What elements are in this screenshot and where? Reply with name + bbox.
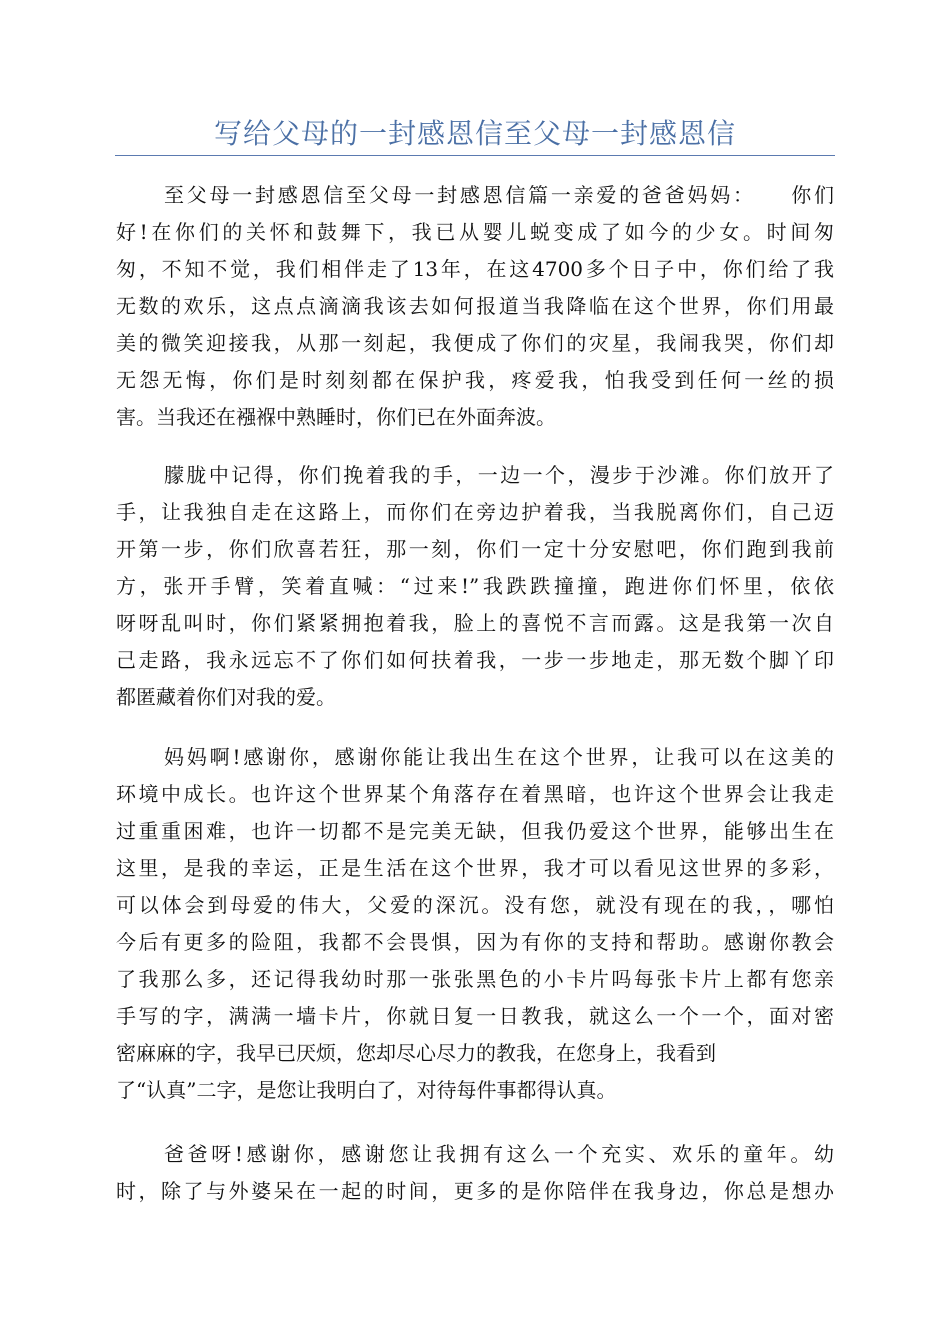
text-line: 匆，不知不觉，我们相伴走了13年，在这4700多个日子中，你们给了我	[116, 257, 834, 281]
text-line: 美的微笑迎接我，从那一刻起，我便成了你们的灾星，我闹我哭，你们却	[116, 331, 834, 355]
text-line: 爸爸呀!感谢你，感谢您让我拥有这么一个充实、欢乐的童年。幼	[164, 1142, 834, 1166]
text-line: 密麻麻的字，我早已厌烦，您却尽心尽力的教我，在您身上，我看到	[116, 1041, 716, 1065]
paragraph-4	[116, 1136, 834, 1210]
text-line: 过重重困难，也许一切都不是完美无缺，但我仍爱这个世界，能够出生在	[116, 819, 834, 843]
text-line: 了我那么多，还记得我幼时那一张张黑色的小卡片吗每张卡片上都有您亲	[116, 967, 834, 991]
text-line: 呀呀乱叫时，你们紧紧拥抱着我，脸上的喜悦不言而露。这是我第一次自	[116, 611, 834, 635]
text-line: 今后有更多的险阻，我都不会畏惧，因为有你的支持和帮助。感谢你教会	[116, 930, 834, 954]
paragraph-3	[116, 739, 834, 1109]
text-line: 妈妈啊!感谢你，感谢你能让我出生在这个世界，让我可以在这美的	[164, 745, 834, 769]
paragraph-1	[116, 177, 834, 436]
text-line: 手写的字，满满一墙卡片，你就日复一日教我，就这么一个一个，面对密	[116, 1004, 834, 1028]
text-line: 可以体会到母爱的伟大，父爱的深沉。没有您，就没有现在的我，，哪怕	[116, 893, 834, 917]
text-line: 都匿藏着你们对我的爱。	[116, 685, 336, 709]
document-title: 写给父母的一封感恩信至父母一封感恩信	[213, 117, 736, 150]
paragraph-2	[116, 457, 834, 716]
text-line: 了“认真”二字，是您让我明白了，对待每件事都得认真。	[116, 1078, 617, 1102]
text-line: 环境中成长。也许这个世界某个角落存在着黑暗，也许这个世界会让我走	[116, 782, 834, 806]
text-line: 这里，是我的幸运，正是生活在这个世界，我才可以看见这世界的多彩，	[116, 856, 834, 880]
text-line: 至父母一封感恩信至父母一封感恩信篇一亲爱的爸爸妈妈： 你们	[164, 183, 834, 207]
text-line: 方，张开手臂，笑着直喊：“过来!”我跌跌撞撞，跑进你们怀里，依依	[116, 574, 834, 598]
text-line: 无数的欢乐，这点点滴滴我该去如何报道当我降临在这个世界，你们用最	[116, 294, 834, 318]
title-underline	[115, 155, 835, 156]
text-line: 手，让我独自走在这路上，而你们在旁边护着我，当我脱离你们，自己迈	[116, 500, 834, 524]
text-line: 无怨无悔，你们是时刻刻都在保护我，疼爱我，怕我受到任何一丝的损	[116, 368, 834, 392]
text-line: 害。当我还在襁褓中熟睡时，你们已在外面奔波。	[116, 405, 556, 429]
text-line: 时，除了与外婆呆在一起的时间，更多的是你陪伴在我身边，你总是想办	[116, 1179, 834, 1203]
text-line: 好!在你们的关怀和鼓舞下，我已从婴儿蜕变成了如今的少女。时间匆	[116, 220, 834, 244]
text-line: 朦胧中记得，你们挽着我的手，一边一个，漫步于沙滩。你们放开了	[164, 463, 834, 487]
text-line: 开第一步，你们欣喜若狂，那一刻，你们一定十分安慰吧，你们跑到我前	[116, 537, 834, 561]
text-line: 己走路，我永远忘不了你们如何扶着我，一步一步地走，那无数个脚丫印	[116, 648, 834, 672]
